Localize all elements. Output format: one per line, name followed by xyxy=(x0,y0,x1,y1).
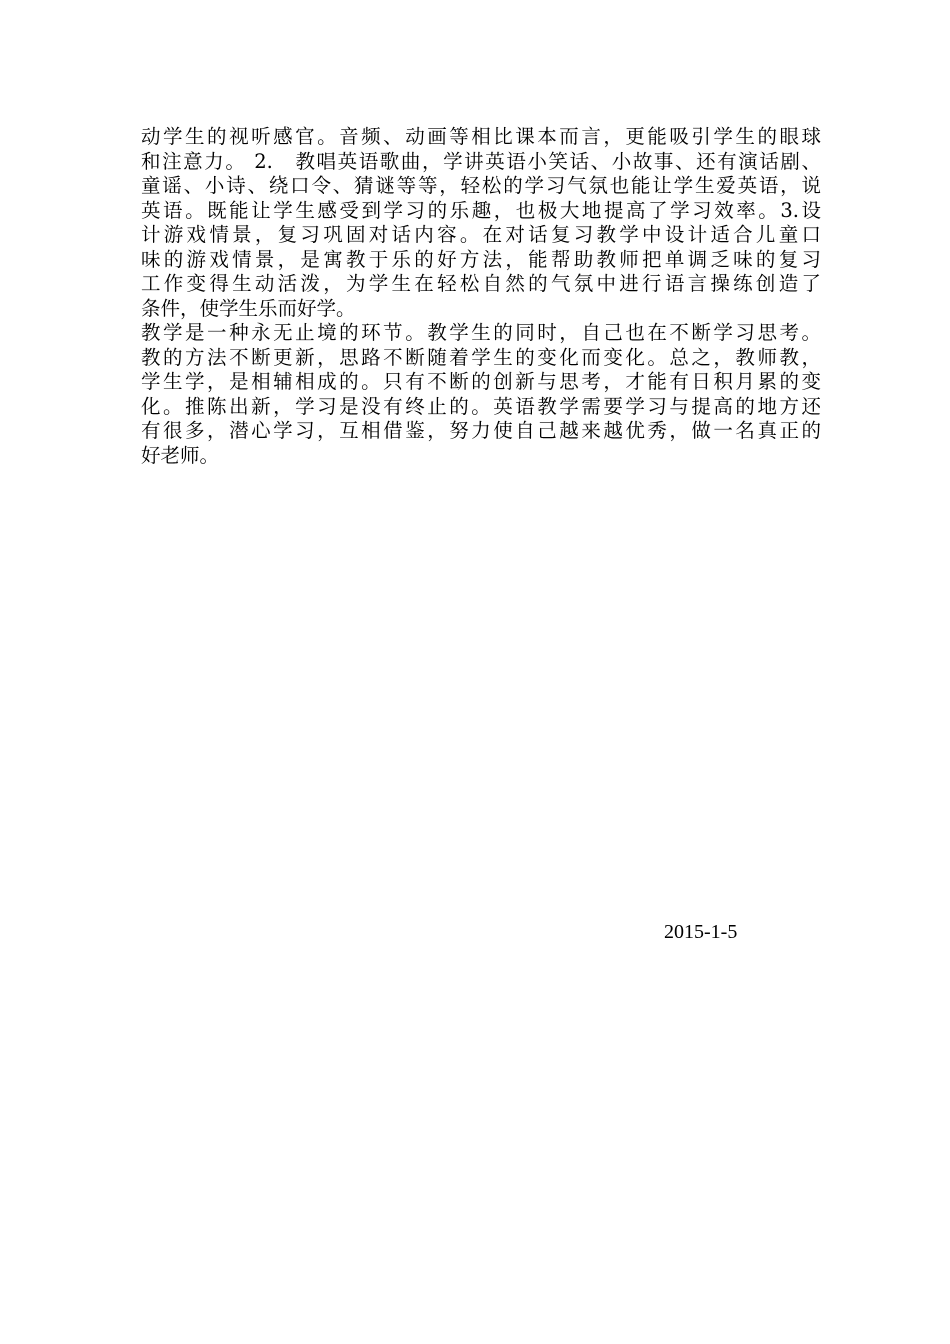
text-line: 条件，使学生乐而好学。 xyxy=(141,296,356,320)
paragraph-conclusion xyxy=(141,321,821,468)
text-line: 计游戏情景，复习巩固对话内容。在对话复习教学中设计适合儿童口 xyxy=(141,223,821,246)
text-line: 学生学，是相辅相成的。只有不断的创新与思考，才能有日积月累的变 xyxy=(141,370,821,393)
text-line: 教学是一种永无止境的环节。教学生的同时，自己也在不断学习思考。 xyxy=(141,321,821,344)
text-line: 味的游戏情景，是寓教于乐的好方法，能帮助教师把单调乏味的复习 xyxy=(141,247,821,271)
text-line: 有很多，潜心学习，互相借鉴，努力使自己越来越优秀，做一名真正的 xyxy=(141,419,821,442)
text-line: 工作变得生动活泼，为学生在轻松自然的气氛中进行语言操练创造了 xyxy=(141,272,821,295)
text-line: 动学生的视听感官。音频、动画等相比课本而言，更能吸引学生的眼球 xyxy=(141,125,821,148)
paragraph-teaching-methods xyxy=(141,125,821,321)
text-line: 教的方法不断更新，思路不断随着学生的变化而变化。总之，教师教， xyxy=(141,345,821,369)
document-body xyxy=(141,125,821,468)
text-line: 和注意力。 2. 教唱英语歌曲，学讲英语小笑话、小故事、还有演话剧、 xyxy=(141,149,821,173)
text-line: 英语。既能让学生感受到学习的乐趣，也极大地提高了学习效率。3.设 xyxy=(141,198,821,222)
document-date: 2015-1-5 xyxy=(664,921,738,943)
text-line: 好老师。 xyxy=(141,443,220,467)
text-line: 化。推陈出新，学习是没有终止的。英语教学需要学习与提高的地方还 xyxy=(141,394,821,418)
text-line: 童谣、小诗、绕口令、猜谜等等，轻松的学习气氛也能让学生爱英语，说 xyxy=(141,174,821,197)
